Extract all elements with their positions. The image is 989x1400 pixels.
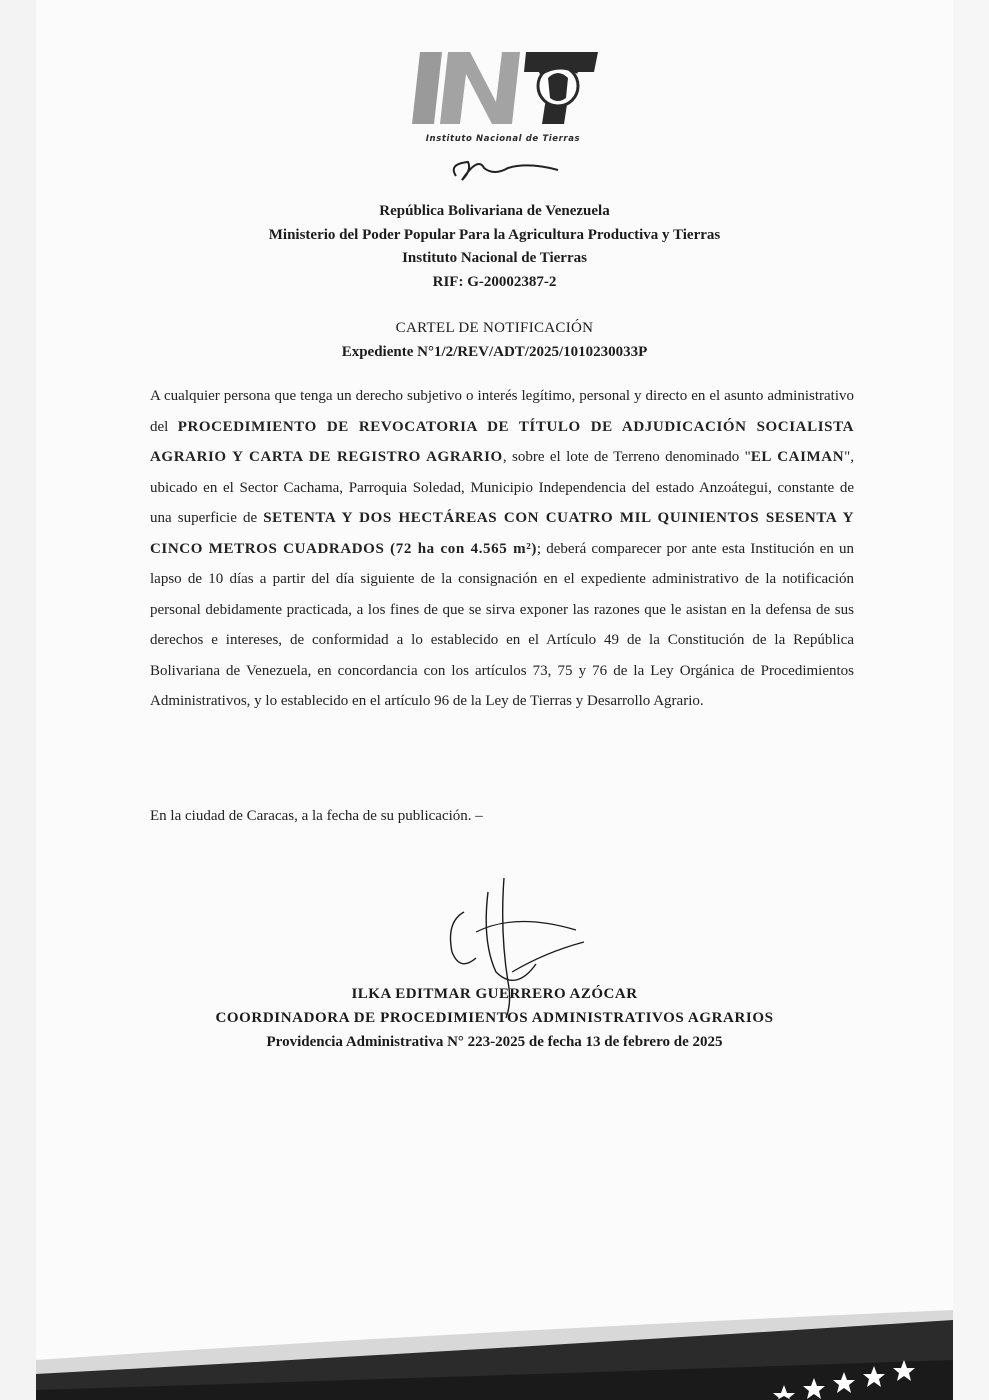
document-page xyxy=(36,0,953,1400)
logo-signature-mark xyxy=(408,146,598,186)
procedure-name: PROCEDIMIENTO DE REVOCATORIA DE TÍTULO DE ADJUDICACIÓN SOCIALISTA AGRARIO Y CARTA DE REGISTRO AGRARIO xyxy=(150,418,855,465)
page-left-margin xyxy=(0,0,36,1400)
lot-name: EL CAIMAN xyxy=(750,449,845,465)
logo-caption: Instituto Nacional de Tierras xyxy=(425,134,581,144)
body-text-3: ", ubicado en el Sector Cachama, Parroquia Soledad, Municipio Independencia del estado Anzoátegui, constante de una superficie de xyxy=(150,449,854,526)
notice-titles xyxy=(36,316,953,364)
body-text-2: , sobre el lote de Terreno denominado " xyxy=(502,449,751,465)
signatory-name: ILKA EDITMAR GUERRERO AZÓCAR xyxy=(351,986,638,1002)
header-rif: RIF: G-20002387-2 xyxy=(432,273,557,290)
int-logo-mark xyxy=(408,46,598,132)
notice-body xyxy=(150,381,854,717)
header-republic: República Bolivariana de Venezuela xyxy=(379,203,610,219)
expediente-number: Expediente N°1/2/REV/ADT/2025/1010230033P xyxy=(341,344,648,360)
institution-header xyxy=(36,200,953,294)
body-text-1: A cualquier persona que tenga un derecho subjetivo o interés legítimo, personal y directo en el asunto administrativo del xyxy=(150,388,854,435)
closing-line: En la ciudad de Caracas, a la fecha de su publicación. – xyxy=(150,808,483,824)
signatory-providencia: Providencia Administrativa N° 223-2025 de fecha 13 de febrero de 2025 xyxy=(266,1034,723,1050)
signature-block xyxy=(36,982,953,1054)
header-institute: Instituto Nacional de Tierras xyxy=(402,250,587,266)
body-text-4: ; deberá comparecer por ante esta Institución en un lapso de 10 días a partir del día siguiente de la consignación en el expediente administrativo de la notificación personal debidamente practicada, a los fines de que se sirva exponer las razones que le asistan en la defensa de sus derechos e intereses, de conformidad a lo establecido en el Artículo 49 de la Constitución de la República Bolivariana de Venezuela, en concordancia con los artículos 73, 75 y 76 de la Ley Orgánica de Procedimientos Administrativos, y lo establecido en el artículo 96 de la Ley de Tierras y Desarrollo Agrario. xyxy=(150,540,854,709)
int-logo xyxy=(408,46,598,186)
land-area: SETENTA Y DOS HECTÁREAS CON CUATRO MIL QUINIENTOS SESENTA Y CINCO METROS CUADRADOS (72 ha con 4.565 m²) xyxy=(150,510,855,557)
page-right-margin xyxy=(953,0,989,1400)
footer-flag-art xyxy=(36,1290,953,1400)
signatory-role: COORDINADORA DE PROCEDIMIENTOS ADMINISTRATIVOS AGRARIOS xyxy=(215,1010,774,1026)
header-ministry: Ministerio del Poder Popular Para la Agricultura Productiva y Tierras xyxy=(268,226,721,243)
notice-heading: CARTEL DE NOTIFICACIÓN xyxy=(395,320,594,336)
